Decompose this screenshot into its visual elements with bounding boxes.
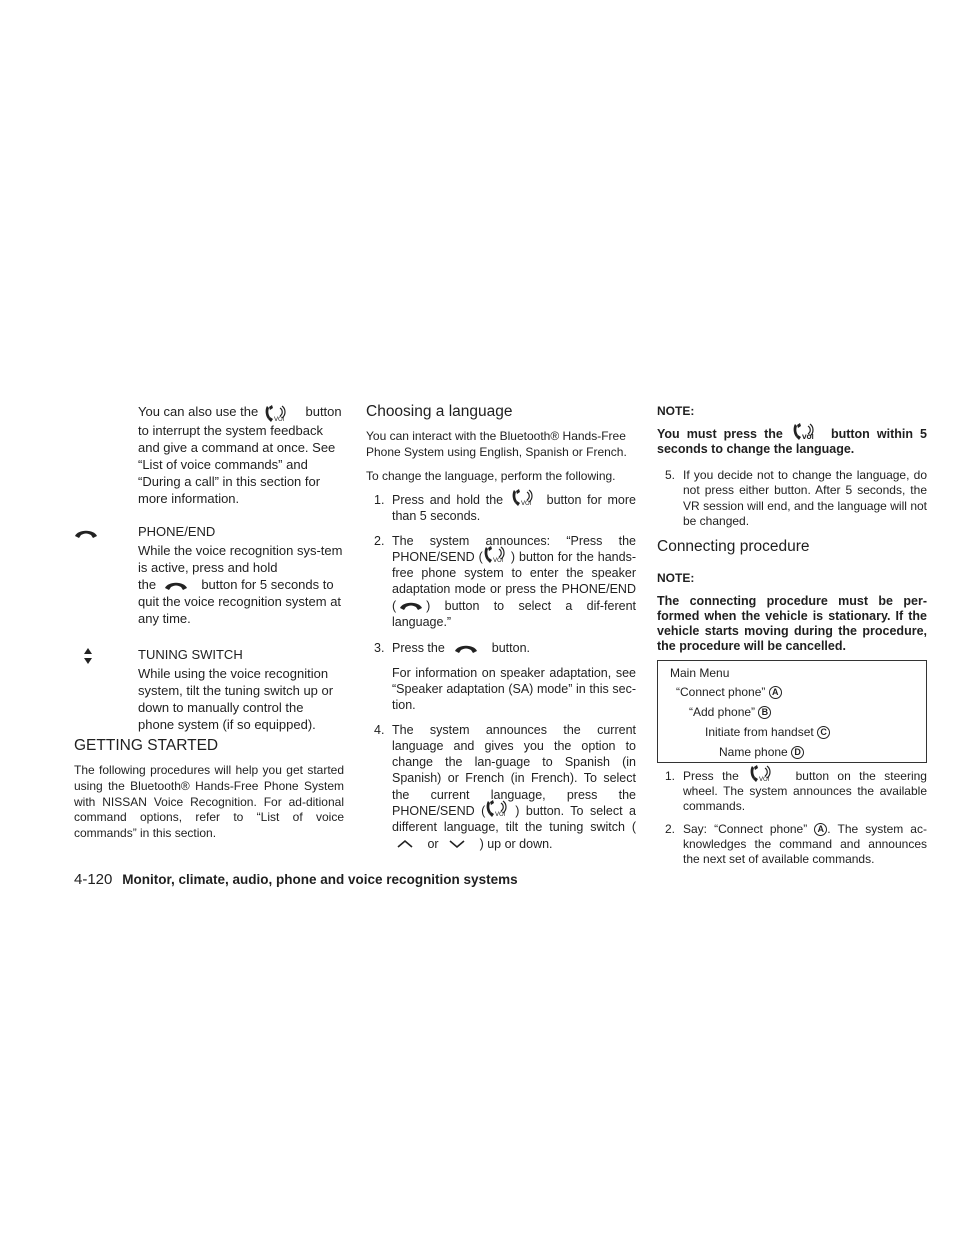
phone-end-text: While the voice recognition sys-tem is active, press and hold the button for 5 seconds to quit the voice recognition system at any time. — [138, 543, 343, 626]
page-footer — [74, 871, 674, 888]
phone-send-voice-icon — [511, 488, 535, 508]
list-item: 2. Say: “Connect phone” A . The system ac-knowledges the command and announces the next set of available commands. — [665, 822, 927, 866]
page-number: 4-120 — [74, 871, 113, 888]
phone-send-voice-icon — [485, 799, 509, 819]
phone-send-voice-icon — [264, 404, 288, 424]
list-item: 1. Press and hold the button for more than 5 seconds. — [366, 492, 636, 525]
note-label: NOTE: — [657, 404, 695, 418]
phone-end-icon — [74, 528, 98, 540]
phone-end-icon — [164, 580, 188, 592]
phone-end-icon — [399, 600, 423, 612]
connecting-procedure-heading: Connecting procedure — [657, 538, 810, 555]
callout-badge: D — [791, 746, 804, 759]
menu-tree-row: “Connect phone” A — [676, 684, 782, 701]
choosing-language-instruction: To change the language, perform the following. — [366, 469, 616, 483]
speaker-adaptation-note: For information on speaker adaptation, see “Speaker adaptation (SA) mode” in this sec-tion. — [392, 665, 636, 713]
phone-send-voice-icon — [792, 422, 816, 442]
callout-badge: C — [817, 726, 830, 739]
menu-tree-row: Name phone D — [719, 744, 804, 761]
choosing-language-intro: You can interact with the Bluetooth® Hands-Free Phone System using English, Spanish or French. — [366, 429, 627, 459]
list-item: 3. Press the button. For information on speaker adaptation, see “Speaker adaptation (SA) mode” in this sec-tion. — [374, 641, 636, 713]
phone-end-icon — [454, 643, 478, 655]
tuning-switch-icon — [82, 647, 94, 665]
menu-tree-box — [657, 660, 927, 763]
menu-tree-row: “Add phone” B — [689, 704, 771, 721]
menu-tree-row: Initiate from handset C — [705, 724, 830, 741]
menu-tree-row: Main Menu — [670, 666, 730, 680]
choosing-language-heading: Choosing a language — [366, 403, 513, 420]
list-item: 1. Press the button on the steering wheel. The system announces the available commands. — [657, 769, 927, 814]
list-item: 2. The system announces: “Press the PHONE/SEND ( ) button for the hands-free phone system to enter the speaker adaptation mode or press the PHONE/END ( ) button to select a dif-ferent language.” — [374, 533, 636, 630]
connecting-note-text: The connecting procedure must be per-formed when the vehicle is stationary. If the vehicle starts moving during the procedure, the procedure will be cancelled. — [657, 594, 927, 653]
chevron-up-icon — [396, 839, 414, 849]
section-title: Monitor, climate, audio, phone and voice recognition systems — [122, 872, 518, 887]
getting-started-text: The following procedures will help you get started using the Bluetooth® Hands-Free Phone System with NISSAN Voice Recognition. For ad-ditional command options, refer to “List of voice commands” in this section. — [74, 763, 344, 841]
tuning-switch-title: TUNING SWITCH — [138, 647, 243, 662]
language-steps — [366, 492, 636, 852]
callout-badge: A — [814, 823, 827, 836]
callout-badge: B — [758, 706, 771, 719]
intro-paragraph: You can also use the button to interrupt the system feedback and give a command at once. See “List of voice commands” and “During a call” in this section for more information. — [138, 404, 342, 506]
phone-end-title: PHONE/END — [138, 524, 216, 539]
callout-badge: A — [769, 686, 782, 699]
chevron-down-icon — [448, 839, 466, 849]
list-item: 5. If you decide not to change the language, do not press either button. After 5 seconds, the VR session will end, and the language will not be changed. — [665, 468, 927, 528]
tuning-switch-text: While using the voice recognition system, tilt the tuning switch up or down to manually control the phone system (if so equipped). — [138, 666, 334, 732]
phone-send-voice-icon — [483, 545, 507, 565]
list-item: 4. The system announces the current language and gives you the option to change the lan-guage to Spanish (in Spanish) or French (in French). To select the current language, press the PHONE/SEND ( ) button. To select a different language, tilt the tuning switch ( or ) up or down. — [374, 722, 636, 851]
connecting-steps — [657, 769, 927, 867]
phone-send-voice-icon — [749, 764, 773, 784]
note-label: NOTE: — [657, 571, 695, 585]
note-text: You must press the button within 5 seconds to change the language. — [657, 427, 927, 457]
getting-started-heading: GETTING STARTED — [74, 737, 219, 754]
